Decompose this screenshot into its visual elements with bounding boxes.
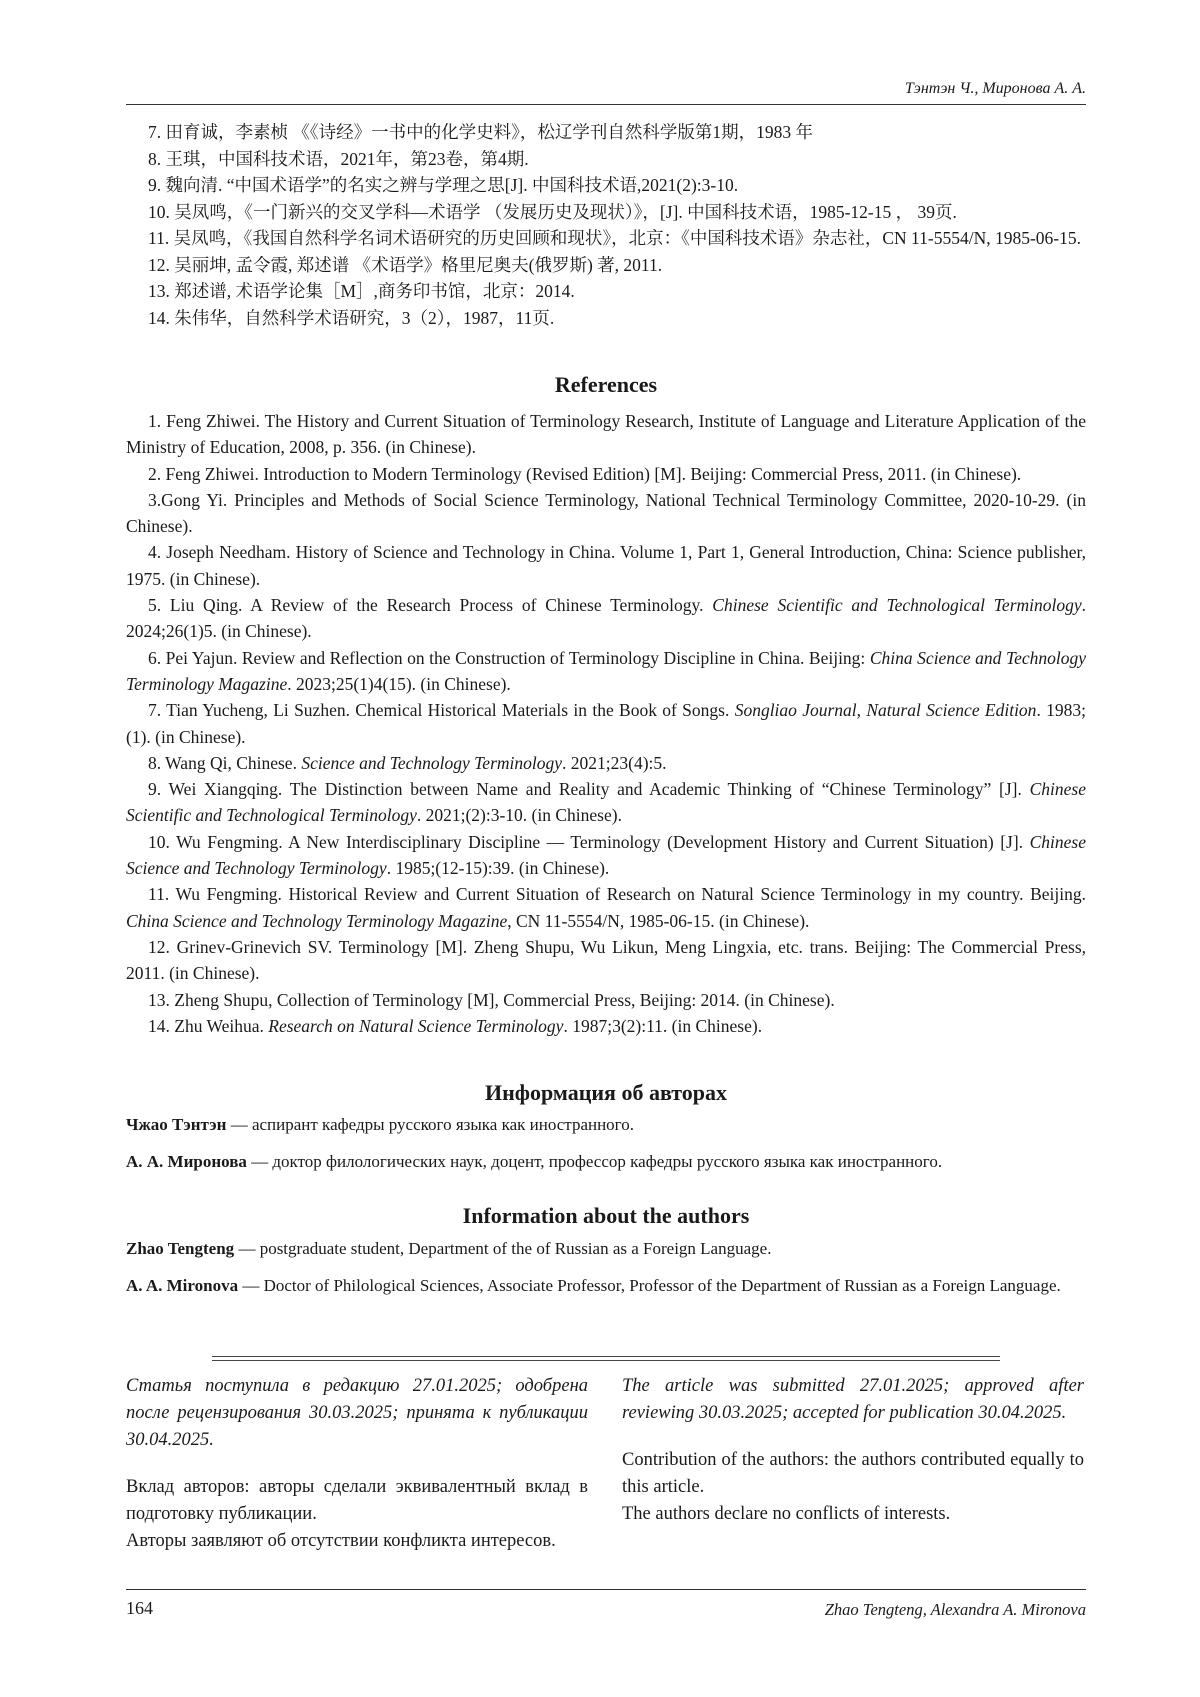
author-name: Чжао Тэнтэн [126, 1115, 227, 1134]
chinese-reference-item: 12. 吴丽坤, 孟令霞, 郑述谱 《术语学》格里尼奥夫(俄罗斯) 著, 2011. [148, 254, 663, 275]
reference-item: 14. Zhu Weihua. Research on Natural Science Terminology. 1987;3(2):11. (in Chinese). [148, 1015, 763, 1036]
reference-item: 8. Wang Qi, Chinese. Science and Technology Terminology. 2021;23(4):5. [148, 752, 667, 773]
reference-item: 1. Feng Zhiwei. The History and Current Situation of Terminology Research, Institute of Language and Literature Application of the Ministry of Education, 2008, p. 356. (in Chinese). [126, 411, 1086, 458]
reference-item: 2. Feng Zhiwei. Introduction to Modern Terminology (Revised Edition) [M]. Beijing: Commercial Press, 2011. (in Chinese). [148, 463, 1022, 484]
journal-title: China Science and Technology Terminology Magazine [126, 647, 1086, 694]
authors-info-heading-ru: Информация об авторах [484, 1080, 728, 1105]
journal-page [126, 0, 1086, 1697]
chinese-reference-item: 7. 田育诚，李素桢 《《诗经》一书中的化学史料》，松辽学刊自然科学版第1期，1983 年 [148, 122, 813, 142]
reference-item: 11. Wu Fengming. Historical Review and Current Situation of Research on Natural Science Terminology in my country. Beijing. China Science and Technology Terminology Magazine, CN 11-5554/N, 1985-06-15. (in Chinese). [126, 884, 1086, 931]
journal-title: Science and Technology Terminology [301, 752, 563, 773]
author-entry: A. A. Mironova — Doctor of Philological Sciences, Associate Professor, Professor of the Department of Russian as a Foreign Language. [126, 1276, 1061, 1295]
page-number: 164 [126, 1598, 153, 1618]
chinese-reference-list [126, 119, 1086, 331]
article-history-ru [126, 1373, 588, 1555]
footer-authors: Zhao Tengteng, Alexandra A. Mironova [824, 1600, 1086, 1619]
reference-item: 6. Pei Yajun. Review and Reflection on the Construction of Terminology Discipline in China. Beijing: China Science and Technology Terminology Magazine. 2023;25(1)4(15). (in Chinese). [126, 647, 1086, 694]
conflict-statement: Авторы заявляют об отсутствии конфликта интересов. [126, 1531, 556, 1551]
reference-item: 4. Joseph Needham. History of Science and Technology in China. Volume 1, Part 1, General Introduction, China: Science publisher, 1975. (in Chinese). [126, 542, 1086, 589]
references-heading: References [554, 372, 658, 397]
section-double-rule [212, 1356, 1000, 1361]
authors-info-en [126, 1237, 1086, 1311]
reference-item: 10. Wu Fengming. A New Interdisciplinary Discipline — Terminology (Development History and Current Situation) [J]. Chinese Science and Technology Terminology. 1985;(12-15):39. (in Chinese). [126, 831, 1086, 879]
journal-title: Chinese Scientific and Technological Terminology [712, 595, 1082, 616]
author-name: A. A. Mironova [126, 1276, 239, 1295]
reference-item: 13. Zheng Shupu, Collection of Terminology [M], Commercial Press, Beijing: 2014. (in Chinese). [148, 989, 835, 1010]
journal-title: Chinese Science and Technology Terminology [126, 831, 1086, 879]
journal-title: China Science and Technology Terminology Magazine [126, 910, 508, 931]
reference-item: 5. Liu Qing. A Review of the Research Process of Chinese Terminology. Chinese Scientific and Technological Terminology. 2024;26(1)5. (in Chinese). [126, 595, 1087, 642]
author-entry: А. А. Миронова — доктор филологических наук, доцент, профессор кафедры русского языка как иностранного. [126, 1152, 943, 1171]
chinese-reference-item: 9. 魏向清. “中国术语学”的名实之辨与学理之思[J]. 中国科技术语,2021(2):3-10. [148, 175, 739, 195]
chinese-reference-item: 13. 郑述谱, 术语学论集［M］,商务印书馆，北京：2014. [148, 281, 575, 301]
submission-dates: Статья поступила в редакцию 27.01.2025; одобрена после рецензирования 30.03.2025; принята к публикации 30.04.2025. [126, 1376, 588, 1450]
contribution-statement: Вклад авторов: авторы сделали эквивалентный вклад в подготовку публикации. [126, 1477, 588, 1524]
author-entry: Zhao Tengteng — postgraduate student, Department of the of Russian as a Foreign Language. [126, 1239, 772, 1258]
chinese-reference-item: 10. 吴凤鸣，《一门新兴的交叉学科—术语学 （发展历史及现状）》，[J]. 中国科技术语，1985-12-15 ， 39页. [148, 201, 957, 222]
journal-title: Songliao Journal, Natural Science Edition [734, 700, 1037, 721]
chinese-reference-item: 11. 吴凤鸣，《我国自然科学名词术语研究的历史回顾和现状》，北京：《中国科技术语》杂志社，CN 11-5554/N, 1985-06-15. [148, 228, 1081, 248]
journal-title: Chinese Scientific and Technological Terminology [126, 779, 1086, 826]
reference-list [126, 408, 1086, 1039]
reference-item: 7. Tian Yucheng, Li Suzhen. Chemical Historical Materials in the Book of Songs. Songliao Journal, Natural Science Edition. 1983;(1). (in Chinese). [126, 700, 1086, 747]
running-head: Тэнтэн Ч., Миронова А. А. [904, 80, 1086, 97]
author-name: Zhao Tengteng [126, 1239, 235, 1258]
author-name: А. А. Миронова [126, 1152, 247, 1171]
conflict-statement: The authors declare no conflicts of interests. [622, 1504, 951, 1524]
article-history-en [622, 1373, 1084, 1528]
footer-rule [126, 1589, 1086, 1590]
contribution-statement: Contribution of the authors: the authors contributed equally to this article. [622, 1450, 1084, 1497]
reference-item: 12. Grinev-Grinevich SV. Terminology [M]. Zheng Shupu, Wu Likun, Meng Lingxia, etc. trans. Beijing: The Commercial Press, 2011. (in Chinese). [126, 936, 1086, 984]
author-entry: Чжао Тэнтэн — аспирант кафедры русского языка как иностранного. [126, 1115, 634, 1134]
submission-dates: The article was submitted 27.01.2025; approved after reviewing 30.03.2025; accepted for publication 30.04.2025. [622, 1376, 1084, 1423]
authors-info-ru [126, 1113, 1086, 1187]
header-rule [126, 104, 1086, 105]
authors-info-heading-en: Information about the authors [462, 1203, 750, 1228]
reference-item: 3.Gong Yi. Principles and Methods of Social Science Terminology, National Technical Terminology Committee, 2020-10-29. (in Chinese). [126, 489, 1086, 537]
chinese-reference-item: 14. 朱伟华，自然科学术语研究，3（2），1987，11页. [148, 307, 555, 328]
reference-item: 9. Wei Xiangqing. The Distinction between Name and Reality and Academic Thinking of “Chinese Terminology” [J]. Chinese Scientific and Technological Terminology. 2021;(2):3-10. (in Chinese). [126, 779, 1086, 826]
journal-title: Research on Natural Science Terminology [268, 1015, 564, 1036]
chinese-reference-item: 8. 王琪，中国科技术语，2021年，第23卷，第4期. [148, 148, 529, 169]
